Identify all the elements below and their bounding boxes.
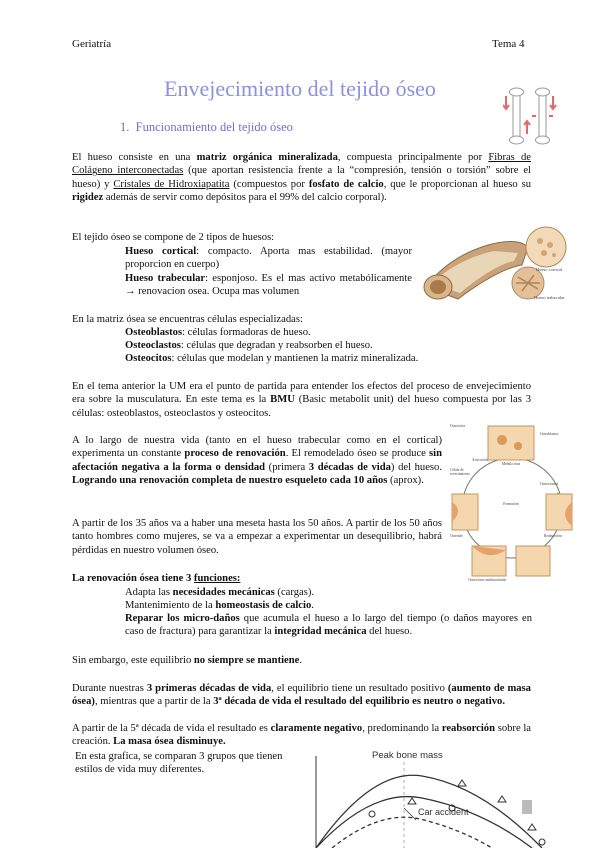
text: : células que degradan y reabsorben el hueso. [180,340,373,351]
text-bold: La renovación ósea tiene 3 [72,573,194,584]
text-underline: Fibras de Colágeno interconectadas [72,152,532,177]
paragraph-balance [72,654,532,667]
text: . [311,600,314,611]
header-right: Tema 4 [492,38,525,50]
bone-structure-figure [418,217,573,307]
text: , compuesta principalmente por [337,152,489,163]
section-heading [120,120,293,135]
text: (aprox). [387,475,424,487]
paragraph-matrix [72,151,531,205]
text: ) del hueso. [390,461,443,473]
figure-label: Activación [472,458,488,462]
text: (cargas). [274,587,314,598]
text-bold: Hueso trabecular [125,273,206,284]
text: que acumula el hueso a lo largo del tiempo (o daños mayores en caso de fractura) para garantizar la [125,613,533,638]
section-label: Funcionamiento del tejido óseo [135,120,293,134]
text-bold: rigidez [72,192,104,204]
text: . El remodelado óseo se produce [285,448,430,460]
cell-osteocitos [125,352,525,365]
cell-osteoblastos [125,326,525,339]
graph-title: Peak bone mass [372,750,443,761]
text: (compuestos por [229,178,309,190]
text-bold: integridad mecánica [274,626,367,638]
text-bold: reabsorción [441,723,495,734]
text-bold: 3ª década de vida el resultado del equilibrio es neutro o negativo. [213,696,505,708]
text-bold: necesidades mecánicas [172,587,275,598]
text: , predominando la [362,723,442,734]
text: : esponjoso. Es el mas activo metabólicamente → renovacion osea. Ocupa mas volumen [125,273,412,298]
text-bold: BMU [270,394,295,406]
text: del hueso. [366,626,413,638]
text: , que le proporcionan al hueso su [383,178,531,190]
figure-label: Médula ósea [501,462,521,466]
text-bold: Osteocitos [125,353,172,364]
text: : compacto. Aporta mas estabilidad. (mayor proporcion en cuerpo) [125,246,412,271]
figure-label: Hueso cortical [536,267,563,272]
text-bold: 3 primeras décadas de vida [146,683,272,694]
text: Sin embargo, este equilibrio [72,655,194,666]
text: , el equilibrio tiene un resultado positivo [271,683,448,694]
text-bold: homeostasis de calcio [215,600,312,611]
text: Adapta las [125,587,173,598]
paragraph-cells-intro: En la matriz ósea se encuentras células especializadas: [72,314,303,325]
cell-osteoclastos [125,339,525,352]
graph-label: Car accident [418,807,469,817]
figure-label: Osteoclastos [540,482,559,486]
text-bold-underline: funciones: [193,573,241,584]
paragraph-plateau: A partir de los 35 años va a haber una meseta hasta los 50 años. A partir de los 50 años tanto hombres como mujeres, se va a empezar a experimentar un desequilibrio, habrá pérdidas en nuestro volumen óseo. [72,518,442,556]
text-bold: Reparar los micro-daños [125,613,240,624]
paragraph-bone-types-intro: El tejido óseo se compone de 2 tipos de huesos: [72,232,275,243]
function-item-1 [125,586,525,599]
text-bold: Osteoclastos [125,340,181,351]
figure-label: Osteoblastos [540,432,559,436]
text-bold: no siempre se mantiene [193,655,300,666]
figure-label: Reabsorción [544,534,562,538]
text-bold: Osteoblastos [125,327,183,338]
text: A lo largo de nuestra vida (tanto en el hueso trabecular como en el cortical) experimenta un constante [72,435,442,460]
header-left: Geriatría [72,38,112,50]
text-underline: Cristales de Hidroxiapatita [113,178,230,190]
remodeling-cycle-figure [448,422,576,590]
figure-label: Osteoide [450,534,463,538]
text: sobre la creación. [72,723,531,748]
text: En el tema anterior la UM era el punto de partida para entender los efectos del proceso de envejecimiento era sobre la musculatura. En este tema es la [72,381,531,406]
section-number: 1. [120,120,130,134]
text-bold: Logrando una renovación completa de nuestro esqueleto cada 10 años [72,475,388,487]
paragraph-bmu [72,380,531,420]
text-bold: (aumento de masa ósea) [72,683,531,708]
paragraph-renovation [72,434,442,488]
paragraph-decades [72,682,531,709]
text: Mantenimiento de la [125,600,216,611]
text: además de servir como depósitos para el 99% del calcio corporal). [103,192,387,204]
paragraph-functions-intro [72,572,472,585]
text-bold: fosfato de calcio [308,178,384,190]
function-item-3 [125,612,532,639]
text-bold: matriz orgánica mineralizada [196,152,338,163]
bone-load-figure [503,86,559,148]
text: (Basic metabolit unit) del hueso compuesta por las 3 células: osteoblastos, osteoclastos y osteocitos. [72,394,531,419]
figure-label: Osteocitos [450,424,466,428]
text-bold: claramente negativo [270,723,363,734]
text-bold: proceso de renovación [184,448,286,460]
text: : células formadoras de hueso. [182,327,311,338]
figure-label: Osteoclasto multinucleado [468,578,507,582]
text-bold: 3 décadas de vida [308,461,391,473]
figure-label: Célula de revestimiento [450,468,470,476]
text: El hueso consiste en una [72,152,197,163]
function-item-2 [125,599,525,612]
text: A partir de la 5ª década de vida el resultado es [72,723,271,734]
text: (primera [265,461,309,473]
paragraph-graph-intro: En esta grafica, se comparan 3 grupos que tienen estilos de vida muy diferentes. [75,751,283,776]
text: (que aportan resistencia frente a la “compresión, tensión o torsión” sobre el hueso) y [72,165,531,190]
bone-type-cortical [125,245,412,272]
text: , mientras que a partir de la [94,696,214,708]
text-bold: Hueso cortical [125,246,197,257]
text-bold: La masa ósea disminuye. [113,736,226,748]
paragraph-fifth-decade [72,722,531,749]
figure-label: Hueso trabecular [534,295,565,300]
figure-label: Formación [503,502,519,506]
bone-type-trabecular [125,272,412,299]
page-title: Envejecimiento del tejido óseo [164,76,436,101]
text: : células que modelan y mantienen la matriz mineralizada. [171,353,419,364]
bone-mass-graph [312,748,574,848]
text: . [299,655,302,666]
text: Durante nuestras [72,683,147,694]
text-bold: sin afectación negativa a la forma o densidad [72,448,443,473]
